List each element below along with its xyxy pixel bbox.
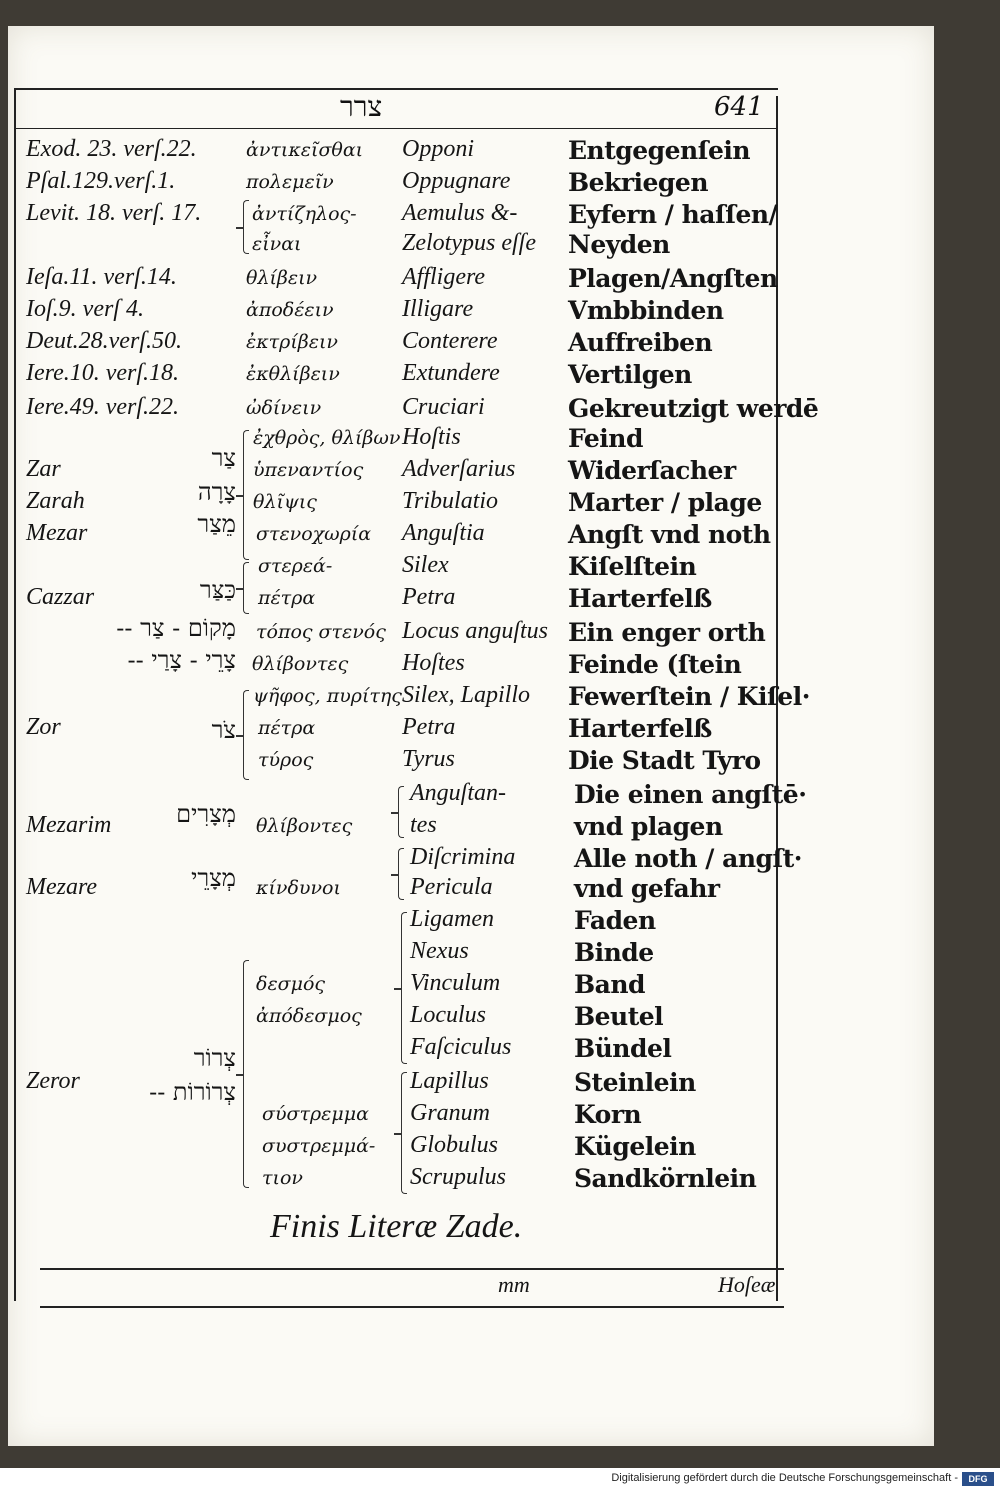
latin-word: Tribulatio [402,488,499,514]
reference-cell: Zor [26,714,61,740]
german-word: Gekreutzigt werdē [568,394,819,423]
footer-rule [40,1306,784,1308]
brace [401,1072,407,1194]
greek-word: στερεά- [258,555,333,577]
brace [243,430,249,560]
german-word: Die einen angſtē· [574,780,807,809]
german-word: Auffreiben [568,328,713,357]
german-word: Plagen/Angſten [568,264,778,293]
german-word: Harterfelß [568,584,712,613]
reference-cell: Exod. 23. verſ.22. [26,136,197,162]
latin-word: Adverſarius [402,456,516,482]
brace [243,690,249,780]
left-rule [14,88,16,1301]
hebrew-word: מְצָרֵי [191,864,236,892]
german-word: Bekriegen [568,168,708,197]
reference-cell: Zar [26,456,61,482]
german-word: Vmbbinden [568,296,724,325]
greek-word: θλῖψις [253,491,317,513]
hebrew-word: צְרוֹר [193,1044,236,1072]
latin-word: tes [410,812,437,838]
catchword: Hoſeæ [718,1272,776,1297]
hebrew-word: צָרָה [197,478,236,506]
german-word: Widerſacher [568,456,736,485]
greek-word: δεσμός [256,973,326,995]
reference-cell: Deut.28.verſ.50. [26,328,182,354]
reference-cell: Mezare [26,874,98,900]
reference-cell: Ioſ.9. verſ 4. [26,296,144,322]
latin-word: Anguſtia [402,520,485,546]
hebrew-word: צֹר [211,716,236,744]
reference-cell: Zarah [26,488,85,514]
greek-word: στενοχωρία [256,523,372,545]
german-word: Harterfelß [568,714,712,743]
greek-word: κίνδυνοι [256,877,341,899]
german-word: Kügelein [574,1132,696,1161]
latin-word: Cruciari [402,394,485,420]
latin-word: Pericula [410,874,493,900]
reference-cell: Pſal.129.verſ.1. [26,168,176,194]
greek-word: ὠδίνειν [246,397,322,419]
brace [243,562,249,614]
closing-line: Finis Literæ Zade. [270,1208,523,1245]
latin-word: Granum [410,1100,491,1126]
german-word: Feinde (ſtein [568,650,742,679]
brace [401,912,407,1064]
latin-word: Scrupulus [410,1164,506,1190]
latin-word: Affligere [402,264,486,290]
latin-word: Zelotypus eſſe [402,230,536,256]
hebrew-word: כַּצַּר [199,576,236,604]
german-word: Beutel [574,1002,664,1031]
reference-cell: Iere.10. verſ.18. [26,360,180,386]
greek-word: θλίβοντες [256,815,353,837]
brace [398,786,404,838]
german-word: Band [574,970,645,999]
brace [243,960,249,1188]
digitization-note: Digitalisierung gefördert durch die Deutsche Forschungsgemeinschaft - [611,1472,958,1484]
greek-word: ἀντίζηλος- [252,203,357,225]
hebrew-word: צַר [211,444,236,472]
brace [243,200,249,254]
reference-cell: Zeror [26,1068,80,1094]
german-word: Kiſelſtein [568,552,697,581]
greek-word: ἀντικεῖσθαι [246,139,364,161]
brace [398,848,404,900]
german-word: Ein enger orth [568,618,766,647]
german-word: Entgegenſein [568,136,751,165]
german-word: Sandkörnlein [574,1164,757,1193]
running-head-hebrew: צרר [340,90,383,123]
dfg-logo-icon: DFG [962,1472,994,1486]
german-word: Fewerſtein / Kiſel· [568,682,810,711]
latin-word: Globulus [410,1132,499,1158]
hebrew-word: מְצָרִים [176,800,236,828]
reference-cell: Ieſa.11. verſ.14. [26,264,177,290]
latin-word: Lapillus [410,1068,489,1094]
reference-cell: Mezarim [26,812,112,838]
greek-word: θλίβειν [246,267,318,289]
reference-cell: Cazzar [26,584,95,610]
greek-word: ἀποδέειν [246,299,334,321]
german-word: Neyden [568,230,670,259]
greek-word: θλίβοντες [252,653,349,675]
greek-word: πέτρα [258,717,316,739]
german-word: Bündel [574,1034,672,1063]
latin-word: Hoſtis [402,424,461,450]
latin-word: Faſciculus [410,1034,512,1060]
greek-word: τύρος [258,749,314,771]
latin-word: Oppugnare [402,168,511,194]
german-word: Vertilgen [568,360,692,389]
latin-word: Ligamen [410,906,494,932]
page-number: 641 [714,92,764,122]
bottom-rule [40,1268,784,1270]
digitization-footer [0,1468,1000,1492]
greek-word: πολεμεῖν [246,171,334,193]
greek-word: ὑπεναντίος [253,459,364,481]
latin-word: Extundere [402,360,500,386]
hebrew-word: מֵצַר [197,510,236,538]
german-word: vnd gefahr [574,874,720,903]
hebrew-word: מָקוֹם - צַר -- [116,614,236,642]
greek-word: συστρεμμά- [262,1135,376,1157]
german-word: Marter / plage [568,488,762,517]
german-word: Eyfern / haſſen/ [568,200,778,229]
signature-mark: mm [498,1272,530,1297]
german-word: Binde [574,938,654,967]
latin-word: Conterere [402,328,498,354]
top-rule [14,88,778,90]
latin-word: Silex, Lapillo [402,682,530,708]
german-word: Feind [568,424,643,453]
greek-word: ἐκθλίβειν [246,363,340,385]
latin-word: Illigare [402,296,474,322]
greek-word: ἐχθρὸς, θλίβων [253,427,401,449]
reference-cell: Iere.49. verſ.22. [26,394,180,420]
latin-word: Diſcrimina [410,844,516,870]
latin-word: Aemulus &- [402,200,518,226]
latin-word: Vinculum [410,970,501,996]
latin-word: Opponi [402,136,474,162]
latin-word: Hoſtes [402,650,465,676]
hebrew-word: צָרֵי - צָרַי -- [127,646,236,674]
german-word: Steinlein [574,1068,696,1097]
reference-cell: Levit. 18. verſ. 17. [26,200,202,226]
latin-word: Petra [402,584,456,610]
german-word: Faden [574,906,656,935]
german-word: vnd plagen [574,812,723,841]
german-word: Korn [574,1100,642,1129]
greek-word: ἐκτρίβειν [246,331,338,353]
latin-word: Anguſtan- [410,780,506,806]
greek-word: εἶναι [252,233,302,255]
header-rule [14,128,778,129]
greek-word: ψῆφος, πυρίτης [253,685,402,707]
german-word: Alle noth / angſt· [574,844,802,873]
latin-word: Locus anguſtus [402,618,549,644]
latin-word: Nexus [410,938,469,964]
greek-word: πέτρα [258,587,316,609]
greek-word: σύστρεμμα [262,1103,369,1125]
greek-word: ἀπόδεσμος [256,1005,362,1027]
hebrew-word: צְרוֹרוֹת -- [149,1078,236,1106]
greek-word: τιον [262,1167,303,1189]
german-word: Angſt vnd noth [568,520,771,549]
latin-word: Loculus [410,1002,487,1028]
latin-word: Petra [402,714,456,740]
latin-word: Silex [402,552,449,578]
greek-word: τόπος στενός [256,621,386,643]
german-word: Die Stadt Tyro [568,746,761,775]
latin-word: Tyrus [402,746,455,772]
reference-cell: Mezar [26,520,88,546]
